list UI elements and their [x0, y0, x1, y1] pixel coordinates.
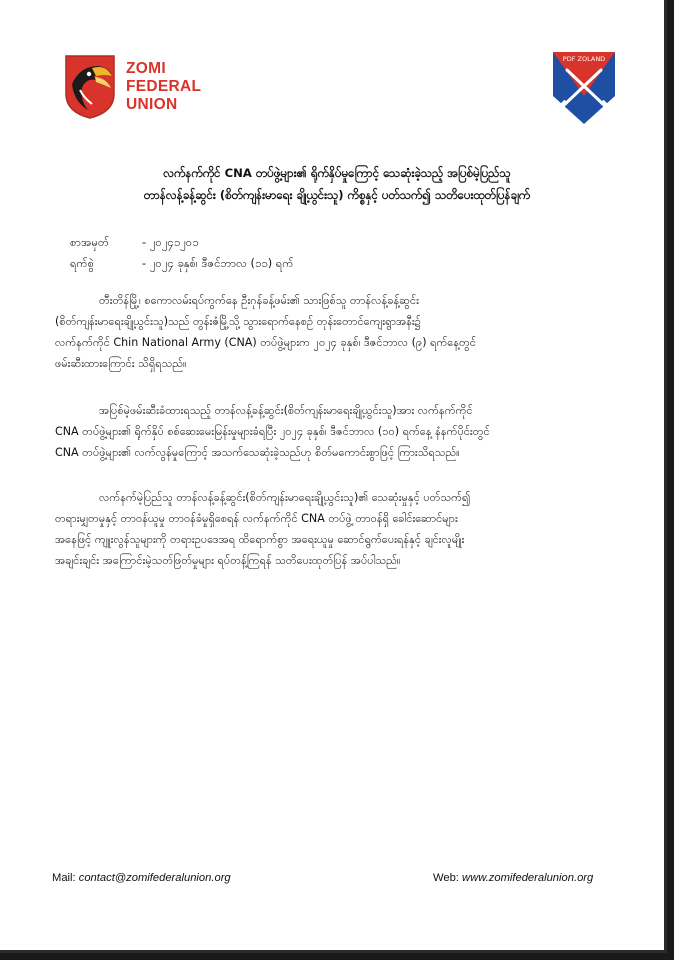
- paragraph-line: လက်နက်ကိုင် Chin National Army (CNA) တပ်ဖွဲ့များက ၂၀၂၄ ခုနှစ်၊ ဒီဇင်ဘာလ (၉) ရက်နေ့တွင်: [55, 336, 477, 349]
- meta-label: စာအမှတ်: [70, 235, 110, 249]
- paragraph-line: အနေဖြင့် ကျူးလွန်သူများကို တရားဥပဒေအရ ထိရောက်စွာ အရေးယူမှု ဆောင်ရွက်ပေးရန်နှင့် ချင်းလူမျိုး: [55, 533, 465, 546]
- org-name: [126, 60, 201, 114]
- title-line: တာန်လန့်ခန့်ဆွင်း (စိတ်ကျန်းမာရေး ချို့ယွင်းသူ) ကိစ္စနှင့် ပတ်သက်၍ သတိပေးထုတ်ပြန်ချက်: [143, 188, 531, 202]
- document-title: [40, 162, 634, 206]
- org-name-line: ZOMI: [126, 60, 166, 77]
- paragraph-3: [55, 487, 621, 571]
- meta-value: - ၂၀၂၄ ခုနှစ်၊ ဒီဇင်ဘာလ (၁၁) ရက်: [142, 256, 294, 270]
- meta-label: ရက်စွဲ: [70, 256, 95, 270]
- paragraph-line: အပြစ်မဲ့ဖမ်းဆီးခံထားရသည့် တာန်လန့်ခန့်ဆွင်း(စိတ်ကျန်းမာရေးချို့ယွင်းသူ)အား လက်နက်ကိုင်: [99, 404, 473, 417]
- paragraph-2: [55, 400, 621, 463]
- paragraph-line: (စိတ်ကျန်းမာရေးချို့ယွင်းသူ)သည် တွန်းဇံမြို့သို့ သွားရောက်နေစဉ် တုန်းတောင်ကျေးရွာအနီး၌: [55, 315, 421, 328]
- paragraph-line: ဖမ်းဆီးထားကြောင်း သိရှိရသည်။: [55, 357, 187, 370]
- org-name-line: UNION: [126, 96, 178, 113]
- org-name-line: FEDERAL: [126, 78, 202, 95]
- title-line: လက်နက်ကိုင် CNA တပ်ဖွဲ့များ၏ ရိုက်နှိပ်မှုကြောင့် သေဆုံးခဲ့သည့် အပြစ်မဲ့ပြည်သူ: [163, 166, 511, 180]
- paragraph-line: CNA တပ်ဖွဲ့များ၏ လက်လွန်မှုကြောင့် အသက်သေဆုံးခဲ့သည်ဟု စိတ်မကောင်းစွာဖြင့် ကြားသိရသည်။: [55, 446, 460, 459]
- web-label: Web:: [433, 872, 459, 884]
- paragraph-line: အချင်းချင်း အကြောင်းမဲ့သတ်ဖြတ်မှုများ ရပ်တန့်ကြရန် သတိပေးထုတ်ပြန် အပ်ပါသည်။: [55, 554, 401, 567]
- mail-label: Mail:: [52, 872, 76, 884]
- date-row: [70, 253, 293, 274]
- paragraph-line: တီးတိန်မြို့၊ စကောလမ်းရပ်ကွက်နေ ဦးဂုန်ခန့်ဖမ်း၏ သားဖြစ်သူ တာန်လန့်ခန့်ဆွင်း: [99, 294, 419, 307]
- emblem-caption: PDF ZOLAND: [562, 55, 606, 63]
- meta-value: - ၂၀၂၄၁၂၀၁: [142, 235, 199, 249]
- mail-address-link[interactable]: contact@zomifederalunion.org: [78, 872, 231, 884]
- pdf-zoland-emblem-icon: [551, 50, 617, 126]
- hornbill-emblem-icon: [62, 54, 118, 120]
- footer-web: [433, 872, 593, 884]
- footer-mail: [52, 872, 231, 884]
- paragraph-1: [55, 290, 621, 374]
- reference-block: [70, 232, 293, 274]
- reference-number-row: [70, 232, 293, 253]
- paragraph-line: လက်နက်မဲ့ပြည်သူ တာန်လန့်ခန့်ဆွင်း(စိတ်ကျန်းမာရေးချို့ယွင်းသူ)၏ သေဆုံးမှုနှင့် ပတ်သက်၍: [99, 491, 471, 504]
- paragraph-line: CNA တပ်ဖွဲ့များ၏ ရိုက်နှိပ် စစ်ဆေးမေးမြန်းမှုများခံရပြီး ၂၀၂၄ ခုနှစ်၊ ဒီဇင်ဘာလ (၁၀) ရက်နေ့ နံနက်ပိုင်းတွင်: [55, 425, 490, 438]
- paragraph-line: တရားမျှတမှုနှင့် တာဝန်ယူမှု တာဝန်ခံမှုရှိစေရန် လက်နက်ကိုင် CNA တပ်ဖွဲ့ တာဝန်ရှိ ခေါင်းဆောင်များ: [55, 512, 458, 525]
- zfu-logo: [62, 54, 201, 120]
- website-link[interactable]: www.zomifederalunion.org: [462, 872, 594, 884]
